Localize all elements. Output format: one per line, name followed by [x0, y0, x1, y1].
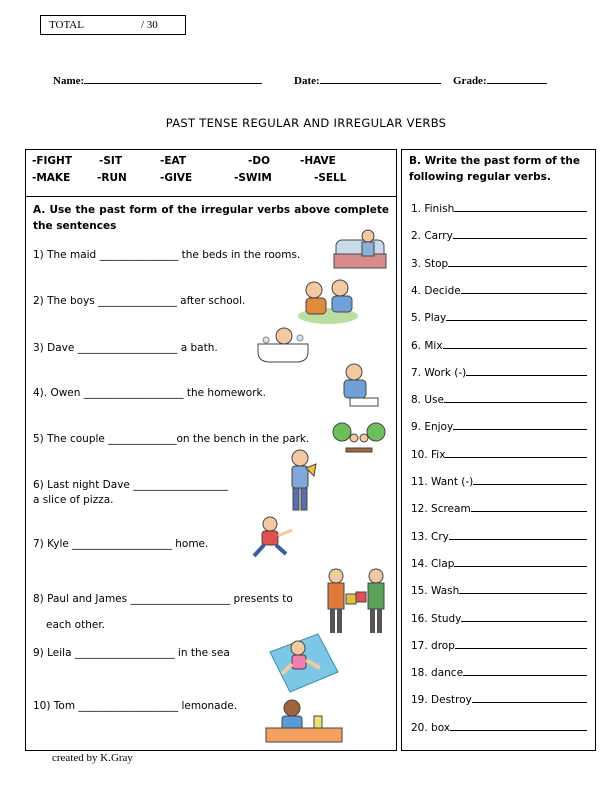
swimming-picture [262, 628, 342, 698]
grade-blank[interactable] [487, 72, 547, 84]
verb-run: -RUN [97, 172, 127, 184]
regular-verb-label: 1. Finish [411, 203, 455, 215]
homework-picture [330, 362, 382, 412]
date-label: Date: [294, 75, 320, 87]
answer-blank[interactable] [453, 420, 587, 430]
regular-verb-item[interactable] [411, 229, 587, 242]
answer-blank[interactable] [466, 366, 587, 376]
regular-verb-item[interactable] [411, 393, 587, 406]
regular-verb-label: 2. Carry [411, 230, 453, 243]
verb-do: -DO [248, 155, 270, 167]
verb-make: -MAKE [32, 172, 71, 184]
regular-verb-label: 6. Mix [411, 339, 443, 352]
date-field[interactable] [294, 72, 441, 87]
regular-verb-label: 3. Stop [411, 257, 449, 270]
lemonade-picture [264, 698, 344, 748]
regular-verb-item[interactable] [411, 530, 587, 543]
regular-verb-item[interactable] [411, 202, 587, 215]
footer-credit: created by K.Gray [52, 752, 133, 764]
answer-blank[interactable] [459, 584, 587, 594]
regular-verbs-panel [401, 149, 596, 751]
answer-blank[interactable] [453, 229, 587, 239]
sentence-6-cont: a slice of pizza. [33, 494, 114, 506]
total-score-box [40, 15, 186, 35]
regular-verb-label: 15. Wash [411, 585, 460, 598]
verb-fight: -FIGHT [32, 155, 73, 167]
sentence-4[interactable]: 4). Owen ___________________ the homework. [33, 387, 266, 399]
answer-blank[interactable] [463, 666, 587, 676]
regular-verb-label: 16. Study [411, 612, 462, 625]
verb-swim: -SWIM [234, 172, 272, 184]
sentence-6[interactable]: 6) Last night Dave __________________ [33, 479, 228, 491]
section-b-instruction: B. Write the past form of the following regular verbs. [409, 155, 581, 183]
answer-blank[interactable] [454, 557, 587, 567]
irregular-verbs-panel [25, 149, 397, 751]
total-value: / 30 [141, 19, 158, 31]
park-bench-picture [332, 420, 386, 462]
regular-verb-label: 17. drop [411, 639, 455, 652]
answer-blank[interactable] [449, 530, 587, 540]
regular-verb-label: 4. Decide [411, 284, 461, 297]
regular-verb-item[interactable] [411, 420, 587, 433]
date-blank[interactable] [320, 72, 441, 84]
regular-verb-item[interactable] [411, 502, 587, 515]
total-label: TOTAL [49, 19, 84, 31]
answer-blank[interactable] [473, 475, 587, 485]
regular-verb-label: 8. Use [411, 394, 444, 407]
page-title: PAST TENSE REGULAR AND IRREGULAR VERBS [165, 116, 447, 130]
boys-fighting-picture [294, 276, 362, 326]
section-a-instruction: A. Use the past form of the irregular verbs above complete the sentences [33, 204, 389, 232]
verb-eat: -EAT [160, 155, 187, 167]
regular-verb-item[interactable] [411, 612, 587, 625]
regular-verb-item[interactable] [411, 557, 587, 570]
regular-verb-label: 18. dance [411, 667, 464, 680]
regular-verb-item[interactable] [411, 366, 587, 379]
sentence-5[interactable]: 5) The couple _____________on the bench in the park. [33, 433, 310, 445]
grade-field[interactable] [453, 72, 547, 87]
answer-blank[interactable] [455, 639, 587, 649]
sentence-2[interactable]: 2) The boys _______________ after school. [33, 295, 246, 307]
verb-have: -HAVE [300, 155, 336, 167]
answer-blank[interactable] [471, 502, 587, 512]
verb-sit: -SIT [99, 155, 122, 167]
regular-verb-item[interactable] [411, 284, 587, 297]
regular-verb-label: 12. Scream [411, 503, 471, 516]
answer-blank[interactable] [446, 311, 587, 321]
sentence-7[interactable]: 7) Kyle ___________________ home. [33, 538, 209, 550]
sentence-8[interactable]: 8) Paul and James ___________________ presents to [33, 593, 293, 605]
answer-blank[interactable] [445, 448, 587, 458]
sentence-8-cont: each other. [46, 619, 106, 631]
sentence-3[interactable]: 3) Dave ___________________ a bath. [33, 342, 218, 354]
verb-give: -GIVE [160, 172, 193, 184]
answer-blank[interactable] [472, 693, 587, 703]
regular-verb-label: 9. Enjoy [411, 421, 454, 434]
answer-blank[interactable] [454, 202, 587, 212]
regular-verb-item[interactable] [411, 639, 587, 652]
sentence-10[interactable]: 10) Tom ___________________ lemonade. [33, 700, 238, 712]
name-field[interactable] [53, 72, 262, 87]
regular-verb-label: 13. Cry [411, 530, 449, 543]
regular-verb-label: 5. Play [411, 312, 447, 325]
regular-verb-label: 7. Work (-) [411, 366, 467, 379]
answer-blank[interactable] [443, 339, 587, 349]
regular-verb-item[interactable] [411, 339, 587, 352]
word-box-divider [26, 196, 396, 197]
regular-verb-item[interactable] [411, 257, 587, 270]
sentence-9[interactable]: 9) Leila ___________________ in the sea [33, 647, 230, 659]
regular-verb-item[interactable] [411, 448, 587, 461]
regular-verb-item[interactable] [411, 666, 587, 679]
making-bed-picture [330, 226, 390, 274]
eating-pizza-picture [284, 448, 318, 518]
regular-verb-item[interactable] [411, 693, 587, 706]
regular-verb-label: 14. Clap [411, 557, 455, 570]
answer-blank[interactable] [461, 612, 587, 622]
answer-blank[interactable] [461, 284, 587, 294]
regular-verb-item[interactable] [411, 475, 587, 488]
regular-verb-label: 19. Destroy [411, 694, 472, 707]
regular-verb-label: 10. Fix [411, 448, 446, 461]
answer-blank[interactable] [450, 721, 587, 731]
running-picture [246, 516, 296, 566]
regular-verb-item[interactable] [411, 311, 587, 324]
answer-blank[interactable] [444, 393, 587, 403]
regular-verb-item[interactable] [411, 584, 587, 597]
grade-label: Grade: [453, 75, 487, 87]
answer-blank[interactable] [448, 257, 587, 267]
sentence-1[interactable]: 1) The maid _______________ the beds in the rooms. [33, 249, 301, 261]
regular-verb-label: 11. Want (-) [411, 476, 474, 488]
bath-picture [254, 322, 312, 368]
regular-verb-item[interactable] [411, 721, 587, 734]
name-label: Name: [53, 75, 85, 87]
verb-sell: -SELL [314, 172, 347, 184]
name-blank[interactable] [84, 72, 262, 84]
regular-verb-label: 20. box [411, 721, 451, 734]
